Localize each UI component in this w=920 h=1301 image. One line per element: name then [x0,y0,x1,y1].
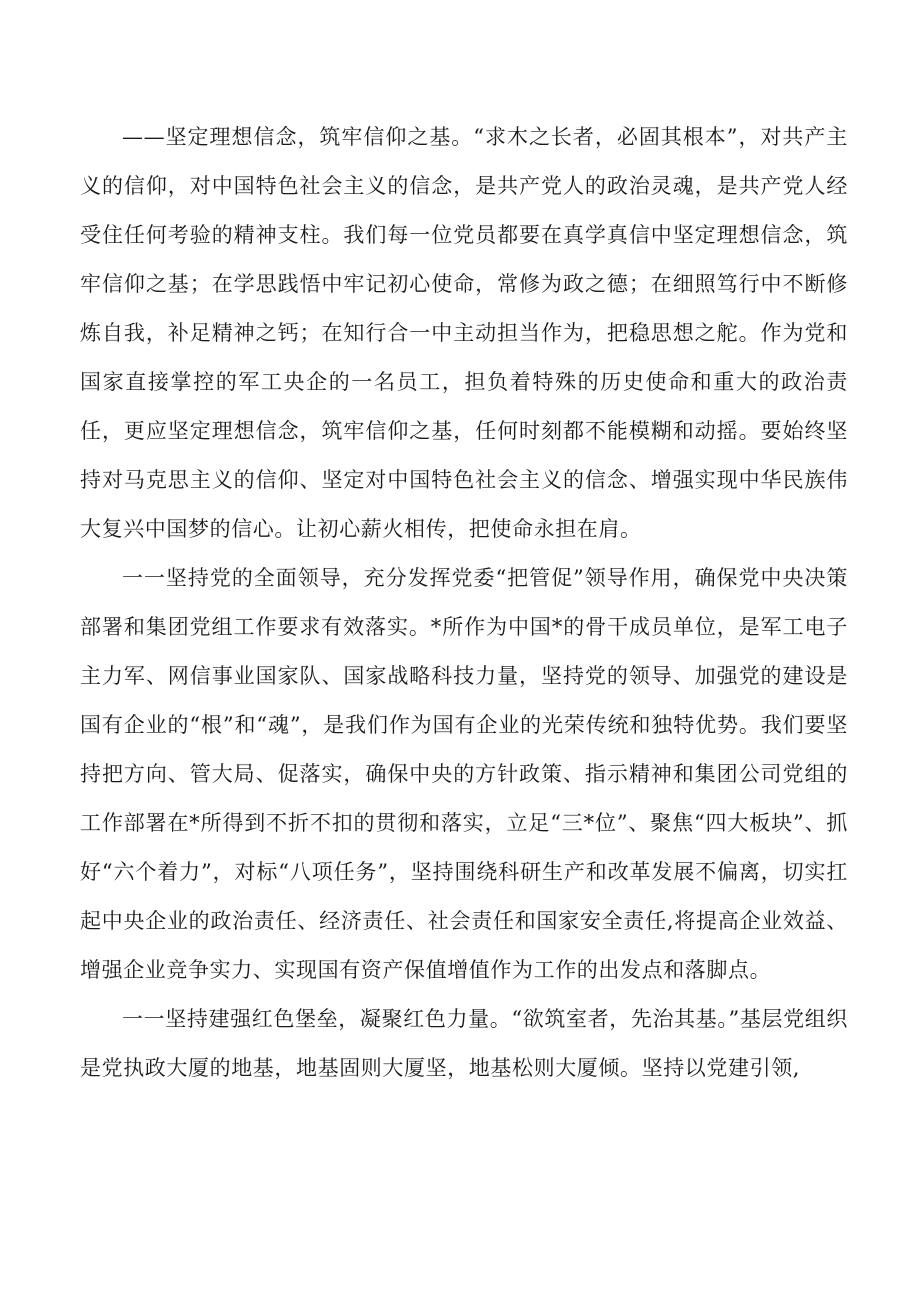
paragraph-red-fortress: 一一坚持建强红色堡垒，凝聚红色力量。“欲筑室者，先治其基。”基层党组织是党执政大厦的地基，地基固则大厦坚，地基松则大厦倾。坚持以党建引领, [80,1007,848,1080]
paragraph-party-leadership: 一一坚持党的全面领导，充分发挥党委“把管促”领导作用，确保党中央决策部署和集团党组工作要求有效落实。*所作为中国*的骨干成员单位，是军工电子主力军、网信事业国家队、国家战略科技力量，坚持党的领导、加强党的建设是国有企业的“根”和“魂”，是我们作为国有企业的光荣传统和独特优势。我们要坚持把方向、管大局、促落实，确保中央的方针政策、指示精神和集团公司党组的工作部署在*所得到不折不扣的贯彻和落实，立足“三*位”、聚焦“四大板块”、抓好“六个着力”，对标“八项任务”，坚持围绕科研生产和改革发展不偏离，切实扛起中央企业的政治责任、经济责任、社会责任和国家安全责任,将提高企业效益、增强企业竞争实力、实现国有资产保值增值作为工作的出发点和落脚点。 [80,566,848,982]
document-body [80,113,848,1093]
paragraph-ideals-and-beliefs: ——坚定理想信念，筑牢信仰之基。“求木之长者，必固其根本”，对共产主义的信仰，对中国特色社会主义的信念，是共产党人的政治灵魂，是共产党人经受住任何考验的精神支柱。我们每一位党员都要在真学真信中坚定理想信念，筑牢信仰之基；在学思践悟中牢记初心使命，常修为政之德；在细照笃行中不断修炼自我，补足精神之钙；在知行合一中主动担当作为，把稳思想之舵。作为党和国家直接掌控的军工央企的一名员工，担负着特殊的历史使命和重大的政治责任，更应坚定理想信念，筑牢信仰之基，任何时刻都不能模糊和动摇。要始终坚持对马克思主义的信仰、坚定对中国特色社会主义的信念、增强实现中华民族伟大复兴中国梦的信心。让初心薪火相传，把使命永担在肩。 [80,125,848,541]
